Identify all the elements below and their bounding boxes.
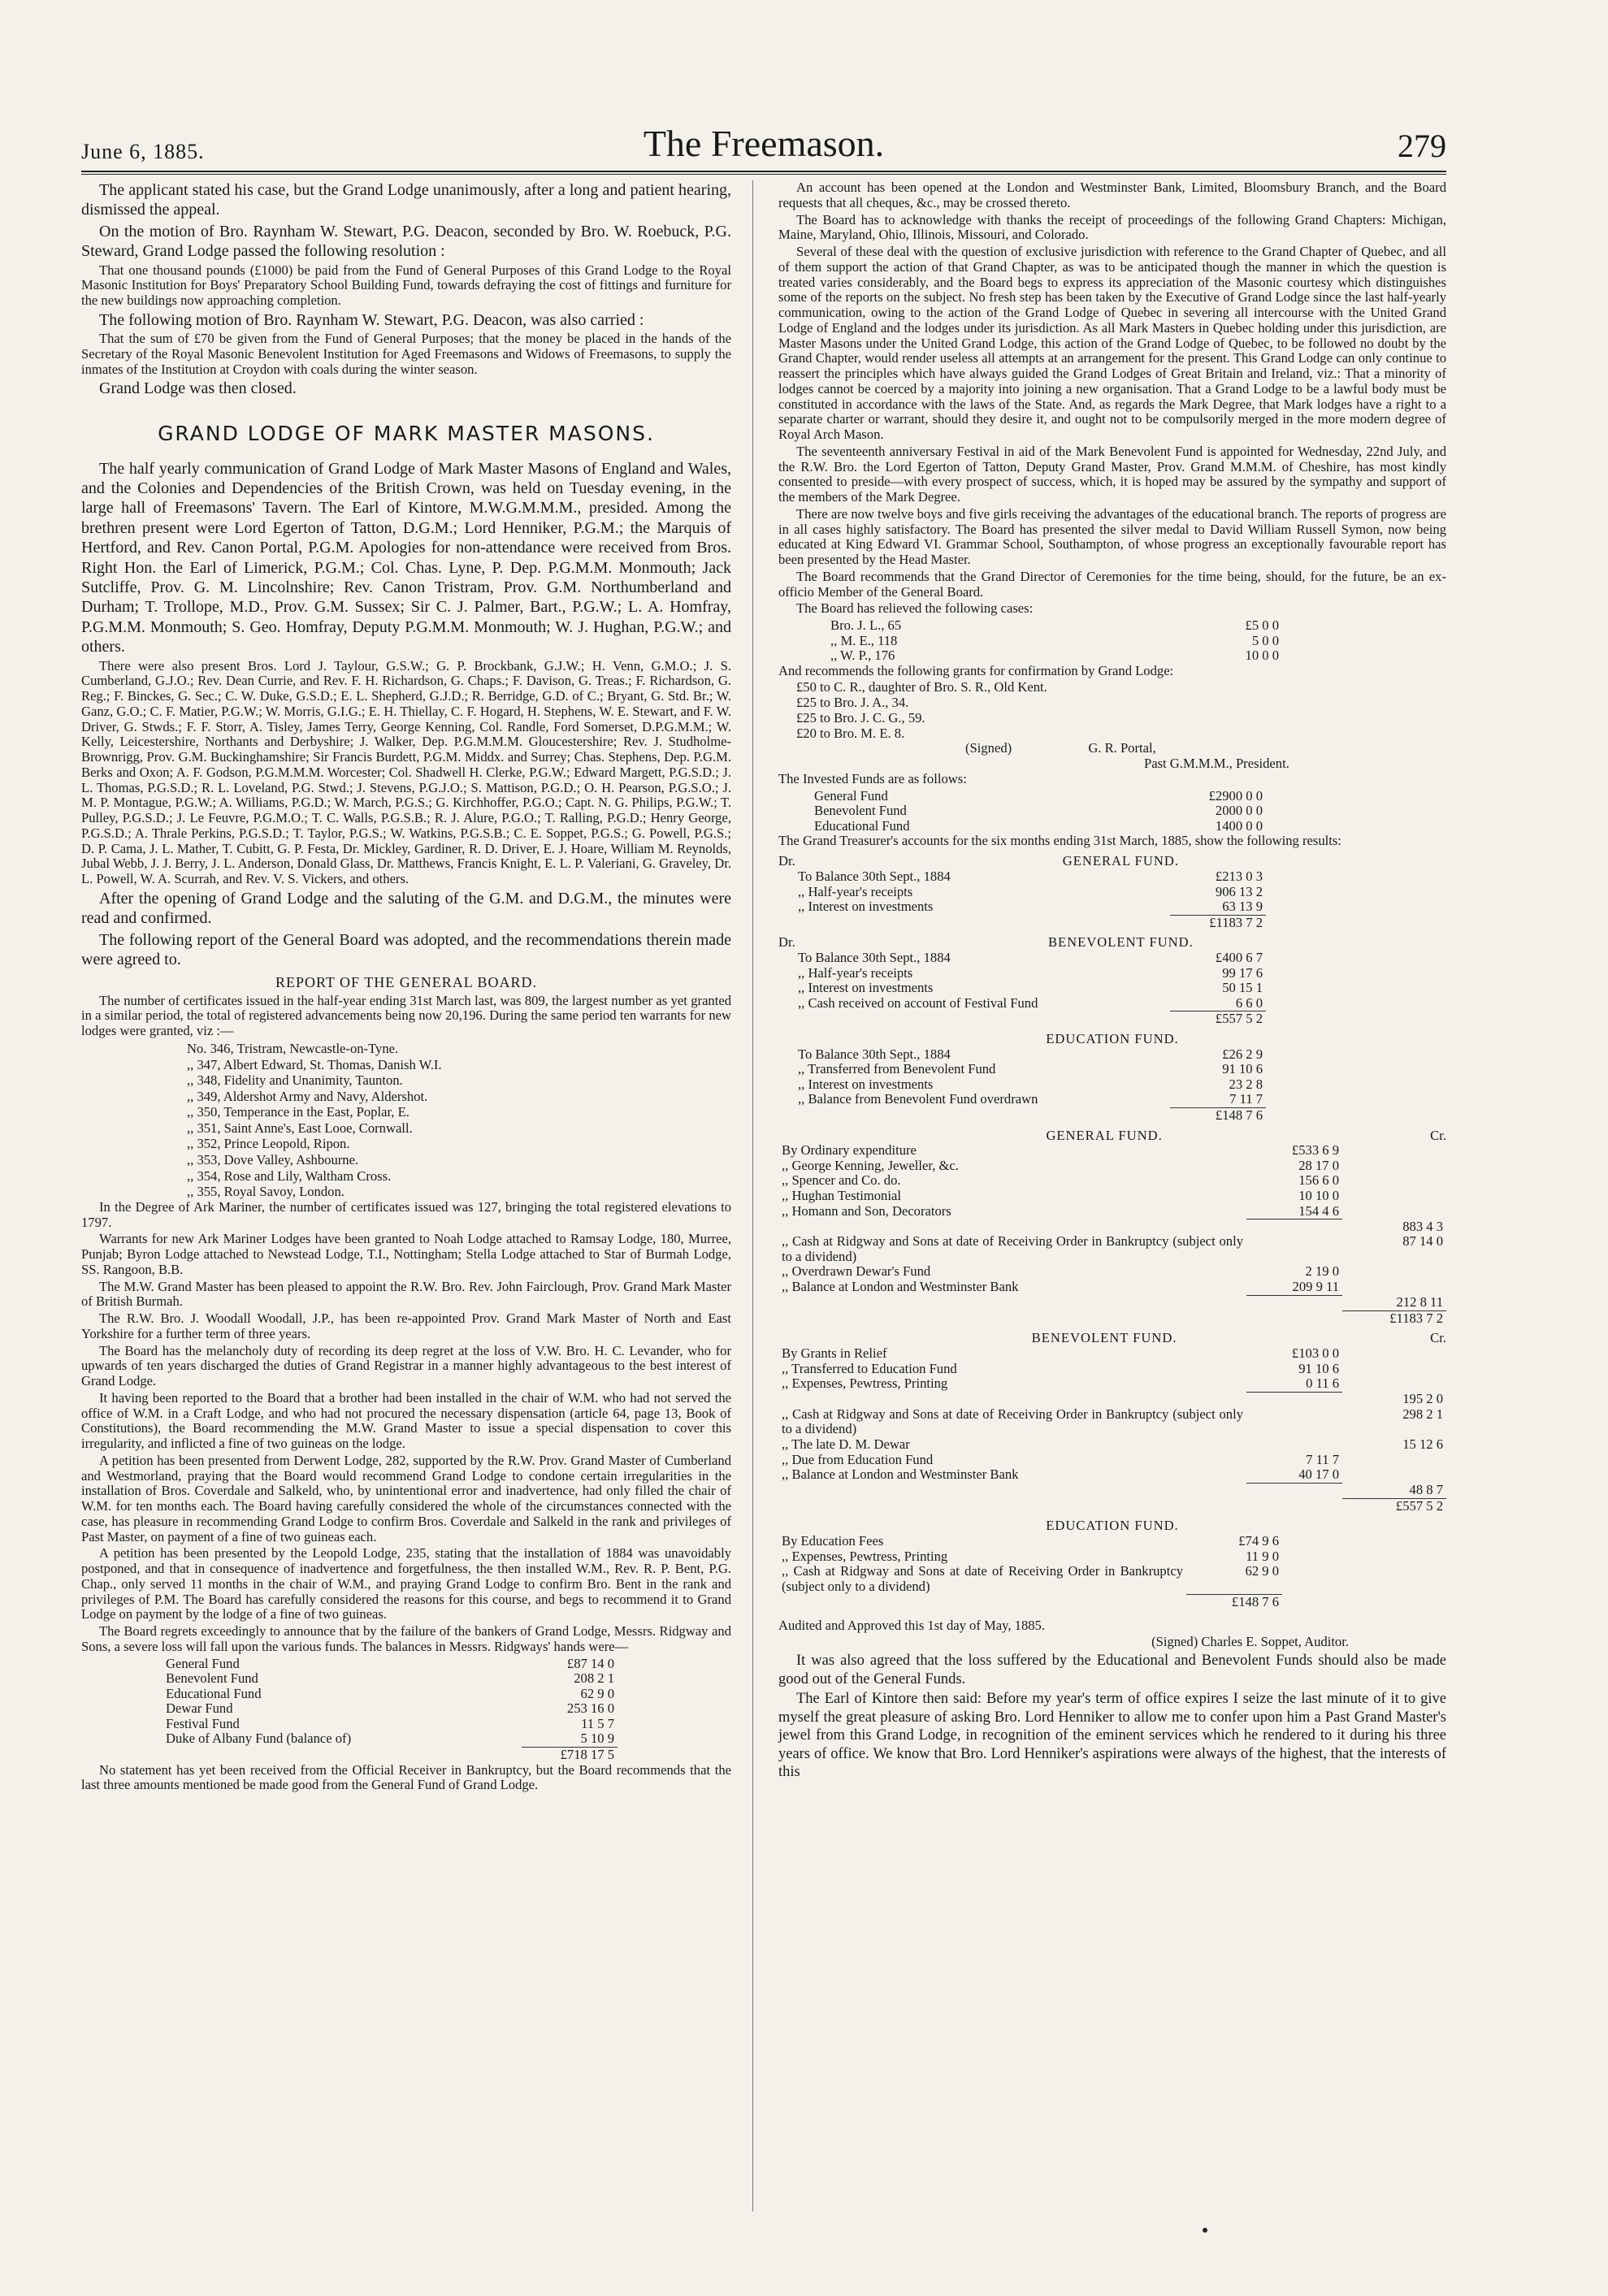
table-cell: 15 12 6 xyxy=(1402,1436,1443,1452)
fund-title: EDUCATION FUND. xyxy=(1046,1518,1179,1534)
table-cell: 11 5 7 xyxy=(581,1715,614,1731)
table-cell: 62 9 0 xyxy=(580,1685,614,1701)
table-row xyxy=(778,1143,1446,1159)
table-cell: General Fund xyxy=(166,1655,240,1671)
table-row xyxy=(163,1687,618,1702)
table-cell: 50 15 1 xyxy=(1222,980,1263,996)
table-cell: Festival Fund xyxy=(166,1715,240,1731)
table-cell: 2 19 0 xyxy=(1305,1263,1339,1280)
table-cell: 40 17 0 xyxy=(1298,1466,1339,1483)
paragraph: And recommends the following grants for confirmation by Grand Lodge: xyxy=(778,662,1174,678)
paragraph: The applicant stated his case, but the Grand Lodge unanimously, after a long and patient hearing, dismissed the appeal. xyxy=(81,181,731,219)
table-cell: ,, Half-year's receipts xyxy=(798,964,913,981)
table-cell: 91 10 6 xyxy=(1222,1061,1263,1077)
table-cell: 91 10 6 xyxy=(1298,1360,1339,1376)
table-cell xyxy=(1246,1219,1342,1235)
table-cell: £400 6 7 xyxy=(1215,950,1263,966)
credit-label: Cr. xyxy=(1430,1330,1446,1346)
table-cell: 0 11 6 xyxy=(1306,1375,1339,1392)
table-cell: ,, Interest on investments xyxy=(798,899,934,915)
paragraph: A petition has been presented from Derwent Lodge, 282, supported by the R.W. Prov. Grand Master of Cumberland and Westmorland, praying that the Board would recommend Grand Lodge to condone certain irregularities in the installation of Bros. Coverdale and Salkeld, who, by unintentional error and inadvertence, had only filled the chair of W.M. for ten months each. The Board having carefully considered the whole of the circumstances connected with the case, has pleasure in recommending Grand Lodge to confirm Bros. Coverdale and Salkeld in the rank and privileges of Past Master, on payment of a fine of two guineas each. xyxy=(81,1452,731,1544)
table-cell: ,, Balance at London and Westminster Bank xyxy=(782,1466,1019,1483)
table-cell xyxy=(1342,1280,1446,1295)
table-cell: Bro. J. L., 65 xyxy=(830,617,902,633)
list-item: ,, 347, Albert Edward, St. Thomas, Danish W.I. xyxy=(187,1056,442,1072)
bullet-mark xyxy=(1203,2228,1207,2233)
paragraph: The Board regrets exceedingly to announce that by the failure of the bankers of Grand Lodge, Messrs. Ridgway and Sons, a severe loss will fall upon the various funds. The balances in Messrs. Ridgways' hands were— xyxy=(81,1623,731,1654)
benevolent-fund-debit-table xyxy=(795,951,1266,1027)
table-cell: To Balance 30th Sept., 1884 xyxy=(798,1046,951,1062)
table-row xyxy=(811,789,1266,804)
table-cell: 87 14 0 xyxy=(1402,1233,1443,1250)
debit-label: Dr. xyxy=(778,853,795,869)
report-heading: REPORT OF THE GENERAL BOARD. xyxy=(275,974,538,991)
table-cell: 2000 0 0 xyxy=(1215,803,1263,819)
table-row xyxy=(163,1701,618,1717)
table-cell: 62 9 0 xyxy=(1245,1563,1279,1579)
fund-heading xyxy=(778,935,1446,951)
paragraph: It having been reported to the Board that a brother had been installed in the chair of W.M. who had not served the office of W.M. in a Craft Lodge, and who had not procured the necessary dispensation (article 64, page 13, Book of Constitutions), the Board recommending the M.W. Grand Master to issue a special dispensation to cover this irregularity, and inflicted a fine of two guineas on the lodge. xyxy=(81,1389,731,1451)
table-cell xyxy=(1342,1264,1446,1280)
table-cell: ,, Balance at London and Westminster Bank xyxy=(782,1279,1019,1295)
table-cell xyxy=(1342,1362,1446,1377)
table-cell: 906 13 2 xyxy=(1215,883,1263,899)
signed-name: G. R. Portal, xyxy=(1088,740,1156,756)
table-cell: ,, Cash at Ridgway and Sons at date of Receiving Order in Bankruptcy (subject only to a dividend) xyxy=(782,1563,1183,1594)
paragraph: The Invested Funds are as follows: xyxy=(778,770,967,786)
list-item: No. 346, Tristram, Newcastle-on-Tyne. xyxy=(187,1040,399,1056)
credit-label: Cr. xyxy=(1430,1127,1446,1143)
table-row xyxy=(778,1437,1446,1453)
table-cell: ,, Cash received on account of Festival Fund xyxy=(798,994,1038,1011)
table-cell: 48 8 7 xyxy=(1409,1482,1443,1498)
table-row xyxy=(795,915,1266,930)
table-row xyxy=(163,1731,618,1747)
fund-heading xyxy=(778,1032,1446,1047)
table-cell: 63 13 9 xyxy=(1222,899,1263,915)
table-row xyxy=(795,1077,1266,1093)
fund-title: EDUCATION FUND. xyxy=(1046,1030,1179,1046)
paragraph: No statement has yet been received from the Official Receiver in Bankruptcy, but the Board recommends that the last three amounts mentioned be made good from the General Fund of Grand Lodge. xyxy=(81,1761,731,1793)
table-cell xyxy=(1246,1437,1342,1453)
signed-label: (Signed) xyxy=(965,740,1012,756)
table-cell: ,, Half-year's receipts xyxy=(798,883,913,899)
left-column xyxy=(81,180,731,1795)
table-row xyxy=(778,1159,1446,1174)
table-cell: 212 8 11 xyxy=(1396,1294,1443,1310)
table-cell: ,, George Kenning, Jeweller, &c. xyxy=(782,1157,959,1173)
table-cell: By Grants in Relief xyxy=(782,1345,887,1361)
table-cell: Dewar Fund xyxy=(166,1700,233,1717)
paragraph: The R.W. Bro. J. Woodall Woodall, J.P., has been re-appointed Prov. Grand Mark Master of North and East Yorkshire for a further term of three years. xyxy=(81,1310,731,1341)
table-cell: 883 4 3 xyxy=(1402,1218,1443,1234)
table-cell: ,, The late D. M. Dewar xyxy=(782,1436,910,1452)
table-cell: Educational Fund xyxy=(814,817,910,834)
table-cell: 154 4 6 xyxy=(1298,1202,1339,1219)
table-cell: £87 14 0 xyxy=(566,1655,614,1671)
table-row xyxy=(163,1717,618,1732)
table-cell: ,, Interest on investments xyxy=(798,980,934,996)
table-row xyxy=(795,1062,1266,1077)
paragraph: An account has been opened at the London and Westminster Bank, Limited, Bloomsbury Branch, and the Board requests that all cheques, &c., may be crossed thereto. xyxy=(778,180,1446,210)
table-row xyxy=(778,1564,1282,1594)
table-row xyxy=(795,1107,1266,1123)
list-item: ,, 353, Dove Valley, Ashbourne. xyxy=(187,1152,359,1168)
table-cell: £103 0 0 xyxy=(1291,1345,1339,1361)
table-cell: 253 16 0 xyxy=(566,1700,614,1717)
benevolent-fund-credit-table xyxy=(778,1346,1446,1514)
table-cell: 7 11 7 xyxy=(1229,1091,1263,1107)
table-cell: By Education Fees xyxy=(782,1533,884,1549)
fund-heading xyxy=(778,1331,1446,1346)
table-row xyxy=(778,1310,1446,1326)
table-cell xyxy=(1342,1453,1446,1468)
warrant-list xyxy=(81,1041,731,1200)
table-cell: ,, Interest on investments xyxy=(798,1076,934,1092)
table-row xyxy=(795,951,1266,966)
table-row xyxy=(778,1362,1446,1377)
right-column xyxy=(778,180,1446,1783)
paragraph: The Grand Treasurer's accounts for the six months ending 31st March, 1885, show the following results: xyxy=(778,833,1341,849)
table-cell: £2900 0 0 xyxy=(1208,787,1263,804)
table-cell: By Ordinary expenditure xyxy=(782,1142,917,1159)
list-item: ,, 354, Rose and Lily, Waltham Cross. xyxy=(187,1167,392,1184)
table-row xyxy=(778,1346,1446,1362)
table-cell: To Balance 30th Sept., 1884 xyxy=(798,950,951,966)
fund-title: BENEVOLENT FUND. xyxy=(1047,934,1194,951)
table-cell: General Fund xyxy=(814,787,888,804)
paragraph: After the opening of Grand Lodge and the saluting of the G.M. and D.G.M., the minutes were read and confirmed. xyxy=(81,889,731,928)
table-row xyxy=(795,1012,1266,1027)
table-cell: ,, Homann and Son, Decorators xyxy=(782,1202,951,1219)
table-cell: ,, Transferred to Education Fund xyxy=(782,1360,957,1376)
table-cell xyxy=(1342,1346,1446,1362)
table-cell: Duke of Albany Fund (balance of) xyxy=(166,1731,352,1747)
general-fund-credit-table xyxy=(778,1143,1446,1326)
table-row xyxy=(163,1657,618,1672)
relief-cases-table xyxy=(827,618,1282,664)
table-cell: Educational Fund xyxy=(166,1685,262,1701)
table-cell xyxy=(1342,1467,1446,1483)
table-cell xyxy=(1246,1234,1342,1264)
general-fund-debit-table xyxy=(795,869,1266,930)
table-row xyxy=(827,634,1282,649)
paragraph: The Board has relieved the following cases: xyxy=(796,600,1034,617)
table-cell: 7 11 7 xyxy=(1306,1451,1339,1467)
invested-funds-table xyxy=(811,789,1266,834)
table-cell: 99 17 6 xyxy=(1222,964,1263,981)
list-item: ,, 355, Royal Savoy, London. xyxy=(187,1184,345,1200)
table-cell: To Balance 30th Sept., 1884 xyxy=(798,868,951,884)
paragraph: The half yearly communication of Grand Lodge of Mark Master Masons of England and Wales, and the Colonies and Dependencies of the British Crown, was held on Tuesday evening, in the large hall of Freemasons' Tavern. The Earl of Kintore, M.W.G.M.M.M., presided. Among the brethren present were Lord Egerton of Tatton, D.G.M.; Lord Henniker, P.G.M.; the Marquis of Hertford, and Rev. Canon Portal, P.G.M. Apologies for non-attendance were received from Bros. Right Hon. the Earl of Limerick, P.G.M.; Col. Chas. Lyne, P. Dep. P.G.M.M. Monmouth; Jack Sutcliffe, Prov. G. M. Lincolnshire; Rev. Canon Tristram, Prov. G.M. Northumberland and Durham; T. Trollope, M.D., Prov. G.M. Sussex; Sir C. J. Palmer, Bart., P.G.W.; L. A. Homfray, P.G.M.M. Monmouth; S. Geo. Homfray, Deputy P.G.M.M. Monmouth; W. J. Hughan, P.G.W.; and others. xyxy=(81,459,731,656)
table-cell: ,, Cash at Ridgway and Sons at date of Receiving Order in Bankruptcy (subject only to a dividend) xyxy=(782,1406,1243,1437)
table-cell: 298 2 1 xyxy=(1402,1406,1443,1422)
paragraph: The following report of the General Board was adopted, and the recommendations therein made were agreed to. xyxy=(81,930,731,968)
table-row xyxy=(163,1747,618,1762)
table-cell: 1400 0 0 xyxy=(1215,817,1263,834)
paragraph: The Earl of Kintore then said: Before my year's term of office expires I seize the last minute of it to give myself the great pleasure of asking Bro. Lord Henniker to allow me to confer upon him a Past Grand Master's jewel from this Grand Lodge, in recognition of the eminent services which he rendered to it during his three years of office. We know that Bro. Lord Henniker's aspirations were always of the highest, that the interests of this xyxy=(778,1691,1446,1781)
table-cell: ,, W. P., 176 xyxy=(830,648,895,664)
masthead xyxy=(81,122,1446,171)
list-item: ,, 349, Aldershot Army and Navy, Aldershot. xyxy=(187,1088,428,1104)
total-cell: £148 7 6 xyxy=(1170,1107,1266,1123)
table-row xyxy=(795,1092,1266,1107)
table-cell: 208 2 1 xyxy=(574,1670,614,1687)
table-row xyxy=(778,1467,1446,1483)
signed-title: Past G.M.M.M., President. xyxy=(1144,756,1289,772)
masthead-rule-thin xyxy=(81,174,1446,175)
table-row xyxy=(778,1204,1446,1219)
total-cell: £557 5 2 xyxy=(1170,1012,1266,1027)
list-item: £25 to Bro. J. A., 34. xyxy=(796,695,909,711)
audit-line: Audited and Approved this 1st day of May, 1885. xyxy=(778,1617,1045,1633)
table-row xyxy=(778,1594,1282,1609)
paragraph: It was also agreed that the loss suffered by the Educational and Benevolent Funds should also be made good out of the General Funds. xyxy=(778,1653,1446,1687)
paragraph: The M.W. Grand Master has been pleased to appoint the R.W. Bro. Rev. John Fairclough, Prov. Grand Mark Master of British Burmah. xyxy=(81,1278,731,1310)
table-cell: ,, Hughan Testimonial xyxy=(782,1188,901,1204)
table-row xyxy=(795,869,1266,885)
table-cell: 23 2 8 xyxy=(1229,1076,1263,1092)
table-row xyxy=(795,1047,1266,1063)
table-row xyxy=(778,1264,1446,1280)
education-fund-credit-table xyxy=(778,1534,1282,1609)
fund-heading xyxy=(778,1518,1446,1534)
paragraph: On the motion of Bro. Raynham W. Stewart, P.G. Deacon, seconded by Bro. W. Roebuck, P.G. Steward, Grand Lodge passed the following resolution : xyxy=(81,222,731,261)
table-row xyxy=(778,1498,1446,1514)
table-cell: Benevolent Fund xyxy=(166,1670,258,1687)
table-cell xyxy=(1342,1376,1446,1392)
table-row xyxy=(811,819,1266,834)
paragraph: The Board has to acknowledge with thanks the receipt of proceedings of the following Grand Chapters: Michigan, Maine, Maryland, Ohio, Illinois, Missouri, and Colorado. xyxy=(778,211,1446,243)
table-cell xyxy=(1246,1407,1342,1437)
table-cell: ,, Expenses, Pewtress, Printing xyxy=(782,1375,948,1392)
paragraph: Several of these deal with the question of exclusive jurisdiction with reference to the Grand Chapter of Quebec, and all of them support the action of that Grand Chapter, as was to be anticipated though the manner in which the question is treated varies considerably, and the Board begs to express its appreciation of the Masonic courtesy which distinguishes some of the reports on the subject. No fresh step has been taken by the Executive of Grand Lodge since the last half-yearly communication, owing to the action of the Grand Lodge of Quebec in severing all intercourse with the United Grand Lodge of England and the lodges under its jurisdiction. As all Mark Masters in Quebec holding under this jurisdiction, are Master Masons under the United Grand Lodge, this action of the Grand Lodge of Quebec, to be followed no doubt by the Grand Chapter, would render useless all attempts at an arrangement for the present. This Grand Lodge can only continue to reassert the principles which have always guided the Grand Lodges of Great Britain and Ireland, viz.: That a minority of lodges cannot be coerced by a majority into joining a new organisation. That a Grand Lodge to be a lawful body must be constituted in accordance with the laws of the State. And, as regards the Mark Degree, that Mark lodges have a right to a separate charter or warrant, should they desire it, and ought not to be compulsorily merged in the more modern degree of Royal Arch Mason. xyxy=(778,244,1446,442)
table-cell: £213 0 3 xyxy=(1215,868,1263,884)
table-row xyxy=(778,1219,1446,1235)
table-row xyxy=(778,1549,1282,1565)
table-cell: 11 9 0 xyxy=(1246,1548,1279,1564)
debit-label: Dr. xyxy=(778,934,795,951)
total-cell: £148 7 6 xyxy=(1186,1594,1282,1609)
table-row xyxy=(778,1295,1446,1310)
table-cell: 195 2 0 xyxy=(1402,1391,1443,1407)
table-row xyxy=(778,1453,1446,1468)
paragraph: There are now twelve boys and five girls receiving the advantages of the educational branch. The reports of progress are in all cases highly satisfactory. The Board has presented the silver medal to David William Russell Symon, now being educated at King Edward VI. Grammar School, Southampton, of whose progress an exceptionally favourable report has been presented by the Head Master. xyxy=(778,505,1446,567)
paragraph: The seventeenth anniversary Festival in aid of the Mark Benevolent Fund is appointed for Wednesday, 22nd July, and the R.W. Bro. the Lord Egerton of Tatton, Deputy Grand Master, Prov. Grand M.M.M. of Cheshire, has most kindly consented to preside—with every prospect of success, which, it is hoped may be assured by the sympathy and support of the members of the Mark Degree. xyxy=(778,443,1446,505)
masthead-rule xyxy=(81,171,1446,172)
table-cell xyxy=(1342,1159,1446,1174)
table-row xyxy=(795,885,1266,900)
list-item: ,, 350, Temperance in the East, Poplar, E. xyxy=(187,1104,410,1120)
resolution: That one thousand pounds (£1000) be paid from the Fund of General Purposes of this Grand Lodge to the Royal Masonic Institution for Boys' Preparatory School Building Fund, towards defraying the cost of fittings and furniture for the new buildings now approaching completion. xyxy=(81,262,731,309)
paragraph: A petition has been presented by the Leopold Lodge, 235, stating that the installation of 1884 was unavoidably postponed, and that in consequence of inadvertence and forgetfulness, the then installed W.M., Rev. R. P. Bent, P.G. Chap., only served 11 months in the chair of W.M., and praying Grand Lodge to confirm Bro. Bent in the rank and privileges of P.M. The Board has carefully considered the reasons for this course, and begs to recommend it to Grand Lodge on payment by the lodge of a fine of two guineas. xyxy=(81,1545,731,1622)
grants-list xyxy=(778,680,1446,741)
table-cell: 5 0 0 xyxy=(1251,632,1279,648)
table-cell xyxy=(1342,1204,1446,1219)
table-row xyxy=(778,1534,1282,1549)
table-row xyxy=(778,1407,1446,1437)
table-cell xyxy=(778,1295,1246,1310)
table-row xyxy=(795,996,1266,1012)
table-cell: ,, Cash at Ridgway and Sons at date of Receiving Order in Bankruptcy (subject only to a dividend) xyxy=(782,1233,1243,1264)
list-item: ,, 352, Prince Leopold, Ripon. xyxy=(187,1136,350,1152)
table-cell: £533 6 9 xyxy=(1291,1142,1339,1159)
list-item: £20 to Bro. M. E. 8. xyxy=(796,725,905,741)
table-row xyxy=(827,648,1282,664)
paragraph: There were also present Bros. Lord J. Taylour, G.S.W.; G. P. Brockbank, G.J.W.; H. Venn, G.M.O.; J. S. Cumberland, G.J.O.; Rev. Dean Currie, and Rev. F. H. Richardson, G. Chaps.; F. Davison, G. Treas.; F. Richardson, G. Reg.; F. Binckes, G. Sec.; C. W. Duke, G.S.D.; E. L. Shepherd, G.J.D.; R. Berridge, G.D. of C.; Bryant, G. Std. Br.; W. Ganz, G.O.; C. F. Matier, P.G.W.; W. Morris, G.I.G.; E. H. Thiellay, C. F. Hogard, H. Stephens, W. E. Stewart, and F. W. Driver, G. Stwds.; F. F. Storr, A. Tisley, James Terry, George Kenning, Col. Randle, Ford Somerset, D.P.G.M.M.; W. Kelly, Leicestershire, Northants and Derbyshire; J. Walker, Dep. P.G.M.M.M. Gloucestershire; Rev. J. Studholme-Brownrigg, Prov. G.M. Buckinghamshire; Sir Francis Burdett, P.G.M. Middx. and Surrey; Chas. Stephens, Dep. P.G.M. Berks and Oxon; A. F. Godson, P.G.M.M.M. Worcester; Col. Shadwell H. Clerke, P.G.W.; Edward Margett, P.G.S.D.; J. L. Thomas, P.G.S.D.; R. L. Loveland, P.G. Stwd.; J. Stevens, P.G.J.O.; S. Mattison, P.G.D.; O. H. Pearson, P.G.S.O.; J. M. P. Montague, P.G.W.; A. Williams, P.G.D.; W. March, P.G.S.; G. Kirchhoffer, P.G.O.; Capt. N. G. Philips, P.G.W.; T. Pulley, P.G.S.D.; J. Le Feuvre, P.G.M.O.; T. C. Walls, P.G.S.B.; R. J. Alure, P.G.O.; T. Ralling, P.G.D.; Henry George, P.G.S.D.; A. Thrale Perkins, P.G.S.D.; T. Taylor, P.G.S.; W. Watkins, P.G.S.B.; C. E. Soppet, P.G.S.; G. Powell, P.G.S.; D. P. Cama, J. L. Mather, T. Cubitt, G. P. Festa, Dr. Mickley, Gardiner, R. D. Driver, E. J. Hoare, William M. Reynolds, Jubal Webb, J. J. Berry, J. L. Anderson, Donald Glass, Dr. Matthews, Francis Knight, E. L. P. Valeriani, G. Graveley, Dr. L. Powell, W. A. Scurrah, and Rev. V. S. Vickers, and others. xyxy=(81,657,731,886)
table-cell: ,, Overdrawn Dewar's Fund xyxy=(782,1263,931,1280)
paragraph: The following motion of Bro. Raynham W. Stewart, P.G. Deacon, was also carried : xyxy=(99,310,644,329)
column-separator xyxy=(752,180,753,2212)
table-cell: 10 10 0 xyxy=(1298,1188,1339,1204)
fund-heading xyxy=(778,1129,1446,1144)
table-cell: ,, Spencer and Co. do. xyxy=(782,1172,901,1189)
table-cell xyxy=(1246,1295,1342,1310)
table-row xyxy=(795,966,1266,981)
fund-heading xyxy=(778,854,1446,869)
table-row xyxy=(778,1173,1446,1189)
table-cell xyxy=(778,1219,1246,1235)
table-cell: Benevolent Fund xyxy=(814,803,907,819)
table-row xyxy=(163,1671,618,1687)
signature-block xyxy=(778,741,1446,772)
fund-title: GENERAL FUND. xyxy=(1046,1127,1163,1143)
table-cell: 209 9 11 xyxy=(1292,1279,1339,1295)
total-cell: £557 5 2 xyxy=(1342,1498,1446,1514)
table-cell xyxy=(1246,1392,1342,1407)
table-cell: £5 0 0 xyxy=(1245,617,1279,633)
table-cell xyxy=(1342,1173,1446,1189)
table-cell: ,, Balance from Benevolent Fund overdrawn xyxy=(798,1091,1038,1107)
table-cell: 28 17 0 xyxy=(1298,1157,1339,1173)
table-cell: ,, Due from Education Fund xyxy=(782,1451,934,1467)
paragraph: Grand Lodge was then closed. xyxy=(99,379,297,398)
paragraph: The Board recommends that the Grand Director of Ceremonies for the time being, should, for the future, be an ex-officio Member of the General Board. xyxy=(778,568,1446,600)
fund-title: BENEVOLENT FUND. xyxy=(1031,1330,1177,1346)
paragraph: Warrants for new Ark Mariner Lodges have been granted to Noah Lodge attached to Ramsay Lodge, 180, Murree, Punjab; Byron Lodge attached to Newstead Lodge, T.I., Nottingham; Stella Lodge attached to Star of Burmah Lodge, SS. Rangoon, B.B. xyxy=(81,1231,731,1277)
table-cell: ,, Expenses, Pewtress, Printing xyxy=(782,1548,948,1564)
table-row xyxy=(778,1280,1446,1295)
table-row xyxy=(778,1392,1446,1407)
table-row xyxy=(778,1189,1446,1204)
paragraph: The number of certificates issued in the half-year ending 31st March last, was 809, the largest number as yet granted in a similar period, the total of registered advancements being now 20,196. During the same period ten warrants for new lodges were granted, viz :— xyxy=(81,992,731,1039)
newspaper-title: The Freemason. xyxy=(643,123,885,164)
table-cell: £26 2 9 xyxy=(1222,1046,1263,1062)
issue-date: June 6, 1885. xyxy=(81,140,205,163)
table-cell: 156 6 0 xyxy=(1298,1172,1339,1189)
table-row xyxy=(778,1376,1446,1392)
table-row xyxy=(827,618,1282,634)
table-cell: 5 10 9 xyxy=(580,1731,614,1747)
paragraph: The Board has the melancholy duty of recording its deep regret at the loss of V.W. Bro. H. C. Levander, who for upwards of ten years discharged the duties of Grand Registrar in a manner highly advantageous to the best interest of Grand Lodge. xyxy=(81,1342,731,1388)
page-number: 279 xyxy=(1398,128,1446,164)
table-row xyxy=(778,1234,1446,1264)
table-cell: ,, Transferred from Benevolent Fund xyxy=(798,1061,996,1077)
table-cell: ,, M. E., 118 xyxy=(830,632,898,648)
education-fund-debit-table xyxy=(795,1047,1266,1124)
balances-table xyxy=(163,1657,618,1763)
list-item: £25 to Bro. J. C. G., 59. xyxy=(796,709,925,726)
table-cell: £74 9 6 xyxy=(1238,1533,1279,1549)
table-cell xyxy=(1342,1189,1446,1204)
section-heading: GRAND LODGE OF MARK MASTER MASONS. xyxy=(158,421,655,445)
table-cell xyxy=(1246,1483,1342,1498)
table-cell: 10 0 0 xyxy=(1245,648,1279,664)
newspaper-page xyxy=(81,122,1446,2259)
resolution: That the sum of £70 be given from the Fund of General Purposes; that the money be placed in the hands of the Secretary of the Royal Masonic Benevolent Institution for Aged Freemasons and Widows of Freemasons, to supply the inmates of the Institution at Croydon with coals during the winter season. xyxy=(81,331,731,377)
table-cell: 6 6 0 xyxy=(1235,994,1263,1011)
list-item: ,, 351, Saint Anne's, East Looe, Cornwall. xyxy=(187,1120,413,1136)
fund-title: GENERAL FUND. xyxy=(1062,853,1180,869)
table-cell xyxy=(778,1392,1246,1407)
table-row xyxy=(811,804,1266,819)
list-item: ,, 348, Fidelity and Unanimity, Taunton. xyxy=(187,1072,403,1089)
total-cell: £1183 7 2 xyxy=(1170,915,1266,930)
auditor-signature: (Signed) Charles E. Soppet, Auditor. xyxy=(1151,1634,1349,1650)
total-cell: £718 17 5 xyxy=(522,1747,618,1762)
table-row xyxy=(795,899,1266,915)
list-item: £50 to C. R., daughter of Bro. S. R., Old Kent. xyxy=(796,679,1047,695)
total-cell: £1183 7 2 xyxy=(1342,1310,1446,1326)
paragraph: In the Degree of Ark Mariner, the number of certificates issued was 127, bringing the total registered elevations to 1797. xyxy=(81,1198,731,1230)
table-row xyxy=(778,1483,1446,1498)
table-row xyxy=(795,981,1266,996)
table-cell xyxy=(1342,1143,1446,1159)
table-cell xyxy=(778,1483,1246,1498)
